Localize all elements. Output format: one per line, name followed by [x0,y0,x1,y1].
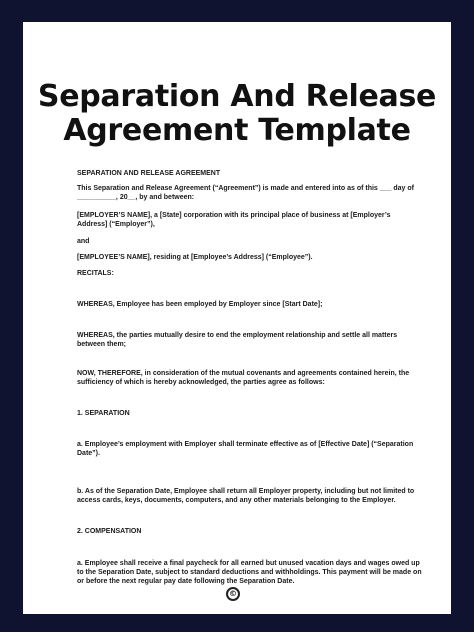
section-1b-paragraph: b. As of the Separation Date, Employee shall return all Employer property, including but not limited to access cards, keys, documents, computers, and any other materials belonging to the Employer. [77,488,417,504]
whereas-paragraph-2: WHEREAS, the parties mutually desire to end the employment relationship and settle all matters between them; [77,332,400,348]
copyright-icon: © [226,587,240,601]
document-title-line-2: Agreement Template [63,113,411,148]
now-therefore-paragraph: NOW, THEREFORE, in consideration of the mutual covenants and agreements contained herein, the sufficiency of which is hereby acknowledged, the parties agree as follows: [77,370,412,386]
section-1-heading: 1. SEPARATION [77,410,130,417]
section-2a-paragraph: a. Employee shall receive a final paycheck for all earned but unused vacation days and wages owed up to the Separation Date, subject to standard deductions and withholdings. This payment will be made on or before the next regular pay date following the Separation Date. [77,560,424,585]
and-paragraph: and [77,238,90,245]
section-1a-paragraph: a. Employee’s employment with Employer shall terminate effective as of [Effective Date] (“Separation Date”). [77,441,416,457]
recitals-heading: RECITALS: [77,270,114,277]
intro-paragraph: This Separation and Release Agreement (“Agreement”) is made and entered into as of this ___ day of __________, 20__, by and between: [77,185,416,201]
document-page [23,22,451,614]
agreement-heading: SEPARATION AND RELEASE AGREEMENT [77,170,221,177]
employer-paragraph: [EMPLOYER’S NAME], a [State] corporation with its principal place of business at [Employer’s Address] (“Employer”), [77,212,393,228]
document-title-line-1: Separation And Release [37,79,437,114]
employee-paragraph: [EMPLOYEE’S NAME], residing at [Employee’s Address] (“Employee”). [77,254,313,261]
whereas-paragraph-1: WHEREAS, Employee has been employed by Employer since [Start Date]; [77,301,323,308]
section-2-heading: 2. COMPENSATION [77,528,142,535]
